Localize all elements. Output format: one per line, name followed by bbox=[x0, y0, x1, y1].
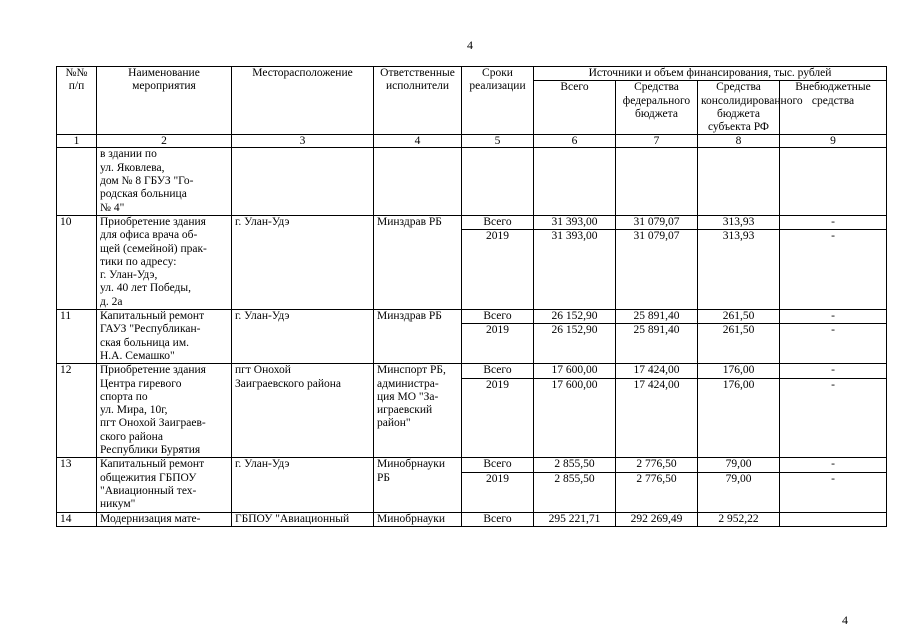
table-body bbox=[57, 148, 887, 526]
row-name-line: щей (семейной) прак- bbox=[100, 242, 207, 255]
table-row bbox=[57, 148, 887, 215]
row-responsible-line: Минздрав РБ bbox=[377, 310, 442, 323]
row-name-line: родская больница bbox=[100, 188, 187, 201]
row-number: 14 bbox=[57, 512, 97, 526]
row-federal bbox=[616, 310, 698, 364]
row-location bbox=[232, 310, 374, 364]
row-name bbox=[97, 215, 232, 309]
row-name bbox=[97, 310, 232, 364]
row-regional bbox=[698, 364, 780, 458]
row-offbudget-value: - bbox=[780, 364, 886, 378]
row-federal-value: 2 776,50 bbox=[616, 458, 697, 472]
row-name-line: спорта по bbox=[100, 390, 148, 403]
row-total bbox=[534, 458, 616, 512]
page-number-top: 4 bbox=[467, 38, 473, 52]
row-responsible bbox=[374, 310, 462, 364]
row-regional bbox=[698, 310, 780, 364]
row-total bbox=[534, 364, 616, 458]
table-row bbox=[57, 512, 887, 526]
row-offbudget bbox=[780, 215, 887, 309]
row-location bbox=[232, 512, 374, 526]
row-federal bbox=[616, 458, 698, 512]
row-federal-value: 25 891,40 bbox=[616, 310, 697, 324]
row-name-line: Капитальный ремонт bbox=[100, 310, 205, 323]
row-terms-value: Всего bbox=[462, 216, 533, 230]
row-terms-value: Всего bbox=[462, 310, 533, 324]
header-offbudget: Внебюджетные средства bbox=[780, 81, 887, 135]
row-total-value: 17 600,00 bbox=[551, 378, 598, 391]
column-number: 6 bbox=[534, 135, 616, 148]
row-responsible-line: Минспорт РБ, bbox=[377, 364, 446, 377]
row-name-line: в здании по bbox=[100, 148, 157, 161]
row-regional bbox=[698, 512, 780, 526]
row-responsible-line: администра- bbox=[377, 377, 439, 390]
row-location-line: г. Улан-Удэ bbox=[235, 310, 290, 323]
row-terms-value: 2019 bbox=[486, 472, 509, 485]
row-federal-value: 17 424,00 bbox=[616, 364, 697, 378]
row-name-line: д. 2а bbox=[100, 295, 123, 308]
row-location-line: пгт Онохой bbox=[235, 364, 291, 377]
row-terms-value: 2019 bbox=[486, 378, 509, 391]
row-offbudget-value: - bbox=[831, 378, 835, 391]
row-location-line: ГБПОУ "Авиационный bbox=[235, 512, 350, 525]
row-number: 10 bbox=[57, 215, 97, 309]
row-federal-value: 25 891,40 bbox=[633, 324, 680, 337]
row-responsible bbox=[374, 512, 462, 526]
row-terms-value: Всего bbox=[462, 364, 533, 378]
column-number: 1 bbox=[57, 135, 97, 148]
row-federal-value: 292 269,49 bbox=[630, 512, 683, 525]
column-number: 9 bbox=[780, 135, 887, 148]
header-terms: Сроки реализации bbox=[462, 67, 534, 135]
row-offbudget bbox=[780, 512, 887, 526]
row-name-line: ГАУЗ "Республикан- bbox=[100, 323, 201, 336]
row-name-line: ул. Мира, 10г, bbox=[100, 404, 168, 417]
row-federal-value: 17 424,00 bbox=[633, 378, 680, 391]
column-number: 3 bbox=[232, 135, 374, 148]
row-name-line: тики по адресу: bbox=[100, 255, 177, 268]
row-name-line: г. Улан-Удэ, bbox=[100, 269, 158, 282]
row-terms bbox=[462, 512, 534, 526]
row-total-value: 2 855,50 bbox=[554, 472, 595, 485]
row-name-line: Приобретение здания bbox=[100, 364, 206, 377]
row-total-value: 295 221,71 bbox=[548, 512, 601, 525]
row-offbudget bbox=[780, 148, 887, 215]
column-number: 2 bbox=[97, 135, 232, 148]
row-regional bbox=[698, 148, 780, 215]
row-total bbox=[534, 148, 616, 215]
row-name-line: ская больница им. bbox=[100, 336, 189, 349]
row-name-line: Центра гиревого bbox=[100, 377, 182, 390]
row-regional-value: 313,93 bbox=[698, 216, 779, 230]
row-offbudget bbox=[780, 310, 887, 364]
row-responsible-line: играевский bbox=[377, 404, 433, 417]
row-federal bbox=[616, 148, 698, 215]
table-row bbox=[57, 215, 887, 309]
row-offbudget-value: - bbox=[780, 458, 886, 472]
header-location: Месторасположение bbox=[232, 67, 374, 135]
row-number bbox=[57, 148, 97, 215]
row-regional-value: 79,00 bbox=[725, 472, 752, 485]
row-terms bbox=[462, 310, 534, 364]
row-total-value: 26 152,90 bbox=[551, 324, 598, 337]
row-name-line: Республики Бурятия bbox=[100, 444, 201, 457]
row-offbudget bbox=[780, 458, 887, 512]
row-federal bbox=[616, 364, 698, 458]
row-name-line: никум" bbox=[100, 498, 136, 511]
row-offbudget-value: - bbox=[831, 472, 835, 485]
column-number: 8 bbox=[698, 135, 780, 148]
row-responsible-line: Минобрнауки bbox=[377, 512, 446, 525]
row-responsible-line: Минобрнауки bbox=[377, 458, 446, 471]
row-responsible bbox=[374, 215, 462, 309]
row-number: 11 bbox=[57, 310, 97, 364]
row-regional bbox=[698, 215, 780, 309]
row-offbudget-value: - bbox=[780, 310, 886, 324]
column-number: 5 bbox=[462, 135, 534, 148]
row-responsible-line: РБ bbox=[377, 471, 390, 484]
row-federal-value: 31 079,07 bbox=[616, 216, 697, 230]
header-funding-group: Источники и объем финансирования, тыс. рублей bbox=[534, 67, 887, 81]
row-name-line: ского района bbox=[100, 430, 163, 443]
row-terms-value: Всего bbox=[483, 512, 512, 525]
column-number: 4 bbox=[374, 135, 462, 148]
row-name bbox=[97, 512, 232, 526]
row-number: 13 bbox=[57, 458, 97, 512]
row-location-line: г. Улан-Удэ bbox=[235, 458, 290, 471]
row-federal-value: 2 776,50 bbox=[636, 472, 677, 485]
header-regional: Средства консолидированного бюджета субъекта РФ bbox=[698, 81, 780, 135]
table-row bbox=[57, 310, 887, 364]
row-name-line: дом № 8 ГБУЗ "Го- bbox=[100, 175, 194, 188]
row-federal bbox=[616, 215, 698, 309]
row-name-line: для офиса врача об- bbox=[100, 229, 198, 242]
row-federal-value: 31 079,07 bbox=[633, 230, 680, 243]
row-terms-value: Всего bbox=[462, 458, 533, 472]
row-total-value: 26 152,90 bbox=[534, 310, 615, 324]
row-total-value: 31 393,00 bbox=[534, 216, 615, 230]
row-offbudget bbox=[780, 364, 887, 458]
row-location-line: Заиграевского района bbox=[235, 377, 341, 390]
row-terms bbox=[462, 148, 534, 215]
row-location bbox=[232, 148, 374, 215]
row-name-line: Н.А. Семашко" bbox=[100, 349, 175, 362]
row-regional-value: 313,93 bbox=[722, 230, 755, 243]
row-offbudget-value: - bbox=[831, 230, 835, 243]
row-name-line: общежития ГБПОУ bbox=[100, 471, 197, 484]
row-responsible-line: район" bbox=[377, 417, 411, 430]
funding-table bbox=[56, 66, 887, 527]
row-terms-value: 2019 bbox=[486, 324, 509, 337]
row-name-line: ул. Яковлева, bbox=[100, 161, 165, 174]
table-row bbox=[57, 458, 887, 512]
row-regional-value: 2 952,22 bbox=[718, 512, 759, 525]
header-number: №№ п/п bbox=[57, 67, 97, 135]
row-regional-value: 261,50 bbox=[722, 324, 755, 337]
row-total-value: 17 600,00 bbox=[534, 364, 615, 378]
row-responsible bbox=[374, 458, 462, 512]
row-total bbox=[534, 215, 616, 309]
header-responsible: Ответственные исполнители bbox=[374, 67, 462, 135]
row-name-line: Модернизация мате- bbox=[100, 512, 201, 525]
header-name: Наименование мероприятия bbox=[97, 67, 232, 135]
row-total bbox=[534, 310, 616, 364]
header-total: Всего bbox=[534, 81, 616, 135]
column-number: 7 bbox=[616, 135, 698, 148]
row-location bbox=[232, 364, 374, 458]
header-federal: Средства федерального бюджета bbox=[616, 81, 698, 135]
row-regional-value: 176,00 bbox=[698, 364, 779, 378]
row-total bbox=[534, 512, 616, 526]
table-row bbox=[57, 364, 887, 458]
row-name-line: № 4" bbox=[100, 201, 125, 214]
header-row-1 bbox=[57, 67, 887, 81]
row-name-line: Приобретение здания bbox=[100, 215, 206, 228]
row-total-value: 2 855,50 bbox=[534, 458, 615, 472]
page-number-bottom: 4 bbox=[842, 613, 848, 627]
row-responsible-line: Минздрав РБ bbox=[377, 215, 442, 228]
row-name-line: ул. 40 лет Победы, bbox=[100, 282, 192, 295]
row-name-line: "Авиационный тех- bbox=[100, 484, 197, 497]
row-terms bbox=[462, 458, 534, 512]
row-terms-value: 2019 bbox=[486, 230, 509, 243]
row-regional-value: 79,00 bbox=[698, 458, 779, 472]
column-numbers-row bbox=[57, 135, 887, 148]
row-offbudget-value: - bbox=[780, 216, 886, 230]
row-name bbox=[97, 364, 232, 458]
row-name-line: пгт Онохой Заиграев- bbox=[100, 417, 206, 430]
row-offbudget-value: - bbox=[831, 324, 835, 337]
row-regional-value: 176,00 bbox=[722, 378, 755, 391]
row-location bbox=[232, 458, 374, 512]
row-regional bbox=[698, 458, 780, 512]
row-location-line: г. Улан-Удэ bbox=[235, 215, 290, 228]
row-name-line: Капитальный ремонт bbox=[100, 458, 205, 471]
row-terms bbox=[462, 364, 534, 458]
row-total-value: 31 393,00 bbox=[551, 230, 598, 243]
row-responsible-line: ция МО "За- bbox=[377, 390, 439, 403]
row-location bbox=[232, 215, 374, 309]
row-responsible bbox=[374, 148, 462, 215]
row-responsible bbox=[374, 364, 462, 458]
row-name bbox=[97, 148, 232, 215]
row-number: 12 bbox=[57, 364, 97, 458]
row-terms bbox=[462, 215, 534, 309]
row-name bbox=[97, 458, 232, 512]
row-regional-value: 261,50 bbox=[698, 310, 779, 324]
row-federal bbox=[616, 512, 698, 526]
